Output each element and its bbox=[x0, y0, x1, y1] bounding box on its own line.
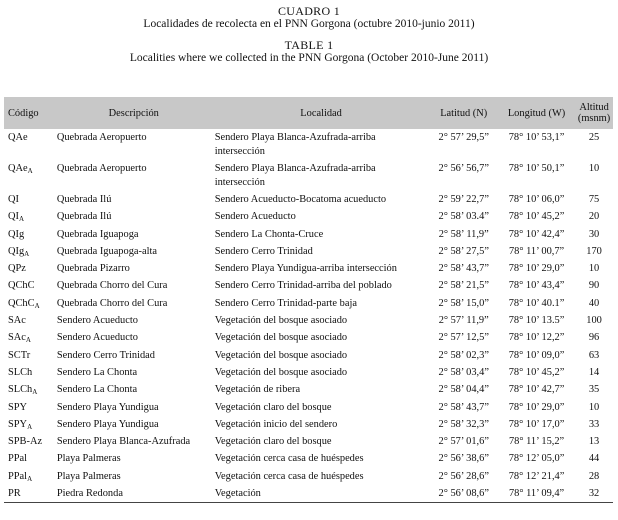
header-row bbox=[4, 97, 613, 129]
cell-description: Sendero Playa Blanca-Azufrada bbox=[56, 436, 191, 448]
cell-code bbox=[4, 399, 55, 416]
caption-spanish bbox=[0, 0, 618, 31]
cell-locality: Sendero La Chonta-Cruce bbox=[214, 228, 324, 240]
cell-latitude: 2° 57’ 01,6” bbox=[438, 436, 489, 448]
cell-code bbox=[4, 347, 55, 364]
code-text: SAc bbox=[8, 332, 26, 344]
cell-altitude: 63 bbox=[588, 349, 600, 361]
cell-altitude: 40 bbox=[588, 297, 600, 309]
cell-altitude: 100 bbox=[586, 315, 602, 327]
cell-locality: Vegetación cerca casa de huéspedes bbox=[214, 453, 364, 465]
cell-description: Quebrada Pizarro bbox=[56, 263, 130, 275]
cell-latitude: 2° 56’ 08,6” bbox=[429, 485, 498, 503]
cell-longitude: 78° 10’ 17,0” bbox=[508, 418, 565, 430]
table-row bbox=[4, 364, 613, 381]
table-label-es: CUADRO 1 bbox=[277, 4, 341, 18]
cell-code bbox=[4, 260, 55, 277]
cell-latitude: 2° 58’ 03.4” bbox=[438, 211, 489, 223]
cell-longitude: 78° 10’ 42,4” bbox=[508, 228, 565, 240]
code-subscript: A bbox=[27, 474, 33, 483]
cell-longitude: 78° 10’ 45,2” bbox=[508, 211, 565, 223]
table-row bbox=[4, 399, 613, 416]
table-row bbox=[4, 329, 613, 346]
code-text: PR bbox=[8, 488, 21, 500]
table-row bbox=[4, 208, 613, 225]
cell-latitude: 2° 57’ 29,5” bbox=[438, 132, 489, 143]
cell-altitude: 90 bbox=[588, 280, 600, 292]
cell-locality: Sendero Cerro Trinidad-parte baja bbox=[214, 297, 357, 309]
cell-locality: Sendero Playa Blanca-Azufrada-arriba intersección bbox=[214, 163, 376, 188]
cell-locality: Sendero Playa Blanca-Azufrada-arriba intersección bbox=[214, 132, 376, 157]
cell-description: Playa Palmeras bbox=[56, 453, 121, 465]
header-locality: Localidad bbox=[300, 107, 342, 119]
cell-description: Quebrada Chorro del Cura bbox=[56, 297, 168, 309]
cell-code bbox=[4, 364, 55, 381]
cell-description: Sendero Playa Yundigua bbox=[56, 401, 159, 413]
cell-latitude: 2° 57’ 12,5” bbox=[438, 332, 489, 344]
table-row bbox=[4, 485, 613, 503]
table-row bbox=[4, 226, 613, 243]
code-text: QAe bbox=[8, 163, 28, 174]
cell-longitude: 78° 11’ 00,7” bbox=[508, 245, 565, 257]
cell-code bbox=[4, 312, 55, 329]
cell-longitude: 78° 10’ 06,0” bbox=[508, 194, 565, 205]
cell-altitude: 44 bbox=[588, 453, 600, 465]
code-text: PPal bbox=[8, 470, 28, 482]
cell-locality: Vegetación claro del bosque bbox=[214, 436, 332, 448]
code-text: SAc bbox=[8, 315, 26, 327]
cell-description: Quebrada Aeropuerto bbox=[56, 132, 147, 143]
table-row bbox=[4, 416, 613, 433]
cell-latitude: 2° 58’ 15,0” bbox=[438, 297, 489, 309]
localities-table bbox=[4, 97, 613, 503]
table-body bbox=[4, 129, 613, 503]
cell-longitude: 78° 11’ 09,4” bbox=[498, 485, 575, 503]
table-row bbox=[4, 347, 613, 364]
cell-locality: Sendero Acueducto-Bocatoma acueducto bbox=[214, 194, 387, 205]
cell-locality: Vegetación claro del bosque bbox=[214, 401, 332, 413]
header-code: Código bbox=[8, 107, 39, 119]
cell-longitude: 78° 10’ 50,1” bbox=[508, 163, 565, 174]
cell-code bbox=[4, 329, 55, 346]
cell-description: Quebrada Ilú bbox=[56, 194, 112, 205]
cell-longitude: 78° 10’ 09,0” bbox=[508, 349, 565, 361]
cell-locality: Vegetación del bosque asociado bbox=[214, 315, 348, 327]
code-text: QAe bbox=[8, 132, 28, 143]
cell-longitude: 78° 10’ 40.1” bbox=[508, 297, 565, 309]
cell-locality: Vegetación del bosque asociado bbox=[214, 349, 348, 361]
cell-longitude: 78° 10’ 45,2” bbox=[508, 366, 565, 378]
cell-altitude: 10 bbox=[588, 163, 600, 174]
cell-locality: Vegetación bbox=[213, 485, 430, 503]
table-row bbox=[4, 191, 613, 208]
table-label-en: TABLE 1 bbox=[284, 38, 334, 52]
code-text: QIg bbox=[8, 245, 25, 257]
cell-altitude: 35 bbox=[588, 384, 600, 396]
code-text: PPal bbox=[8, 453, 28, 465]
cell-latitude: 2° 58’ 11,9” bbox=[438, 228, 489, 240]
cell-latitude: 2° 58’ 04,4” bbox=[438, 384, 489, 396]
cell-latitude: 2° 57’ 11,9” bbox=[438, 315, 489, 327]
cell-description: Sendero Acueducto bbox=[56, 315, 138, 327]
code-text: QChC bbox=[8, 280, 35, 292]
cell-description: Piedra Redonda bbox=[55, 485, 213, 503]
table-row bbox=[4, 381, 613, 398]
table-row bbox=[4, 433, 613, 450]
cell-altitude: 33 bbox=[588, 418, 600, 430]
cell-code bbox=[4, 226, 55, 243]
table-row bbox=[4, 295, 613, 312]
cell-code bbox=[4, 160, 55, 191]
cell-description: Sendero La Chonta bbox=[56, 366, 138, 378]
table-title-es: Localidades de recolecta en el PNN Gorgona (octubre 2010-junio 2011) bbox=[143, 18, 475, 30]
cell-locality: Sendero Acueducto bbox=[214, 211, 296, 223]
code-text: SLCh bbox=[8, 384, 33, 396]
code-text: SCTr bbox=[8, 349, 31, 361]
cell-longitude: 78° 10’ 53,1” bbox=[508, 132, 565, 143]
cell-locality: Vegetación cerca casa de huéspedes bbox=[214, 470, 364, 482]
cell-altitude: 10 bbox=[588, 401, 600, 413]
cell-longitude: 78° 11’ 15,2” bbox=[508, 436, 565, 448]
table-header bbox=[4, 97, 613, 129]
cell-code bbox=[4, 450, 55, 467]
cell-locality: Sendero Playa Yundigua-arriba intersección bbox=[214, 263, 397, 275]
code-text: SLCh bbox=[8, 366, 33, 378]
header-altitude-line1: Altitud bbox=[579, 102, 609, 113]
code-text: SPB-Az bbox=[8, 436, 43, 448]
table-row bbox=[4, 243, 613, 260]
cell-description: Quebrada Iguapoga-alta bbox=[56, 245, 157, 257]
cell-altitude: 75 bbox=[588, 194, 600, 205]
cell-description: Sendero Acueducto bbox=[56, 332, 138, 344]
table-row bbox=[4, 129, 613, 160]
cell-latitude: 2° 56’ 56,7” bbox=[438, 163, 489, 174]
cell-latitude: 2° 58’ 03,4” bbox=[438, 366, 489, 378]
cell-latitude: 2° 59’ 22,7” bbox=[438, 194, 489, 205]
code-text: QPz bbox=[8, 263, 26, 275]
cell-code bbox=[4, 243, 55, 260]
cell-locality: Vegetación de ribera bbox=[214, 384, 301, 396]
cell-locality: Vegetación del bosque asociado bbox=[214, 332, 348, 344]
table-row bbox=[4, 312, 613, 329]
cell-latitude: 2° 56’ 38,6” bbox=[438, 453, 489, 465]
code-text: QChC bbox=[8, 297, 35, 309]
cell-code bbox=[4, 208, 55, 225]
cell-code bbox=[4, 129, 55, 160]
table-row bbox=[4, 468, 613, 485]
table-row bbox=[4, 160, 613, 191]
code-subscript: A bbox=[32, 388, 38, 397]
code-text: SPY bbox=[8, 418, 28, 430]
cell-description: Sendero Playa Yundigua bbox=[56, 418, 159, 430]
header-latitude: Latitud (N) bbox=[440, 107, 488, 119]
cell-altitude: 28 bbox=[588, 470, 600, 482]
code-subscript: A bbox=[18, 215, 25, 224]
cell-longitude: 78° 10’ 29,0” bbox=[508, 401, 565, 413]
cell-altitude: 14 bbox=[588, 366, 600, 378]
cell-altitude: 10 bbox=[588, 263, 600, 275]
caption-english bbox=[0, 31, 618, 65]
cell-latitude: 2° 58’ 27,5” bbox=[438, 245, 489, 257]
cell-code bbox=[4, 485, 55, 503]
cell-longitude: 78° 12’ 05,0” bbox=[508, 453, 565, 465]
cell-longitude: 78° 12’ 21,4” bbox=[508, 470, 565, 482]
code-subscript: A bbox=[34, 301, 40, 310]
cell-code bbox=[4, 191, 55, 208]
cell-latitude: 2° 58’ 43,7” bbox=[438, 263, 489, 275]
code-subscript: A bbox=[27, 167, 33, 175]
cell-altitude: 25 bbox=[588, 132, 600, 143]
code-subscript: A bbox=[27, 422, 33, 431]
code-text: QI bbox=[8, 194, 19, 205]
table-title-en: Localities where we collected in the PNN Gorgona (October 2010-June 2011) bbox=[129, 52, 489, 64]
cell-code bbox=[4, 416, 55, 433]
header-altitude bbox=[575, 97, 613, 129]
cell-longitude: 78° 10’ 13.5” bbox=[508, 315, 565, 327]
cell-altitude: 96 bbox=[588, 332, 600, 344]
cell-code bbox=[4, 468, 55, 485]
cell-latitude: 2° 56’ 28,6” bbox=[438, 470, 489, 482]
cell-description: Quebrada Aeropuerto bbox=[56, 163, 147, 174]
cell-description: Sendero Cerro Trinidad bbox=[56, 349, 155, 361]
code-subscript: A bbox=[25, 336, 31, 345]
table-row bbox=[4, 260, 613, 277]
cell-description: Sendero La Chonta bbox=[56, 384, 138, 396]
cell-altitude: 20 bbox=[588, 211, 600, 223]
cell-longitude: 78° 10’ 29,0” bbox=[508, 263, 565, 275]
table-row bbox=[4, 450, 613, 467]
cell-description: Quebrada Chorro del Cura bbox=[56, 280, 168, 292]
cell-latitude: 2° 58’ 32,3” bbox=[438, 418, 489, 430]
code-subscript: A bbox=[24, 249, 30, 258]
header-altitude-line2: (msnm) bbox=[577, 113, 611, 124]
cell-locality: Vegetación inicio del sendero bbox=[214, 418, 338, 430]
cell-code bbox=[4, 381, 55, 398]
table-row bbox=[4, 277, 613, 294]
cell-code bbox=[4, 277, 55, 294]
cell-description: Quebrada Ilú bbox=[56, 211, 112, 223]
cell-altitude: 170 bbox=[586, 245, 602, 257]
cell-longitude: 78° 10’ 12,2” bbox=[508, 332, 565, 344]
cell-description: Playa Palmeras bbox=[56, 470, 121, 482]
cell-latitude: 2° 58’ 02,3” bbox=[438, 349, 489, 361]
code-text: QIg bbox=[8, 228, 25, 240]
cell-longitude: 78° 10’ 43,4” bbox=[508, 280, 565, 292]
cell-altitude: 13 bbox=[588, 436, 600, 448]
cell-locality: Sendero Cerro Trinidad-arriba del poblado bbox=[214, 280, 392, 292]
cell-altitude: 32 bbox=[575, 485, 613, 503]
cell-latitude: 2° 58’ 21,5” bbox=[438, 280, 489, 292]
cell-altitude: 30 bbox=[588, 228, 600, 240]
code-text: QI bbox=[8, 211, 19, 223]
cell-locality: Sendero Cerro Trinidad bbox=[214, 245, 313, 257]
header-description: Descripción bbox=[108, 107, 159, 119]
header-longitude: Longitud (W) bbox=[507, 107, 566, 119]
code-text: SPY bbox=[8, 401, 28, 413]
cell-description: Quebrada Iguapoga bbox=[56, 228, 139, 240]
cell-locality: Vegetación del bosque asociado bbox=[214, 366, 348, 378]
cell-latitude: 2° 58’ 43,7” bbox=[438, 401, 489, 413]
cell-code bbox=[4, 433, 55, 450]
cell-code bbox=[4, 295, 55, 312]
cell-longitude: 78° 10’ 42,7” bbox=[508, 384, 565, 396]
